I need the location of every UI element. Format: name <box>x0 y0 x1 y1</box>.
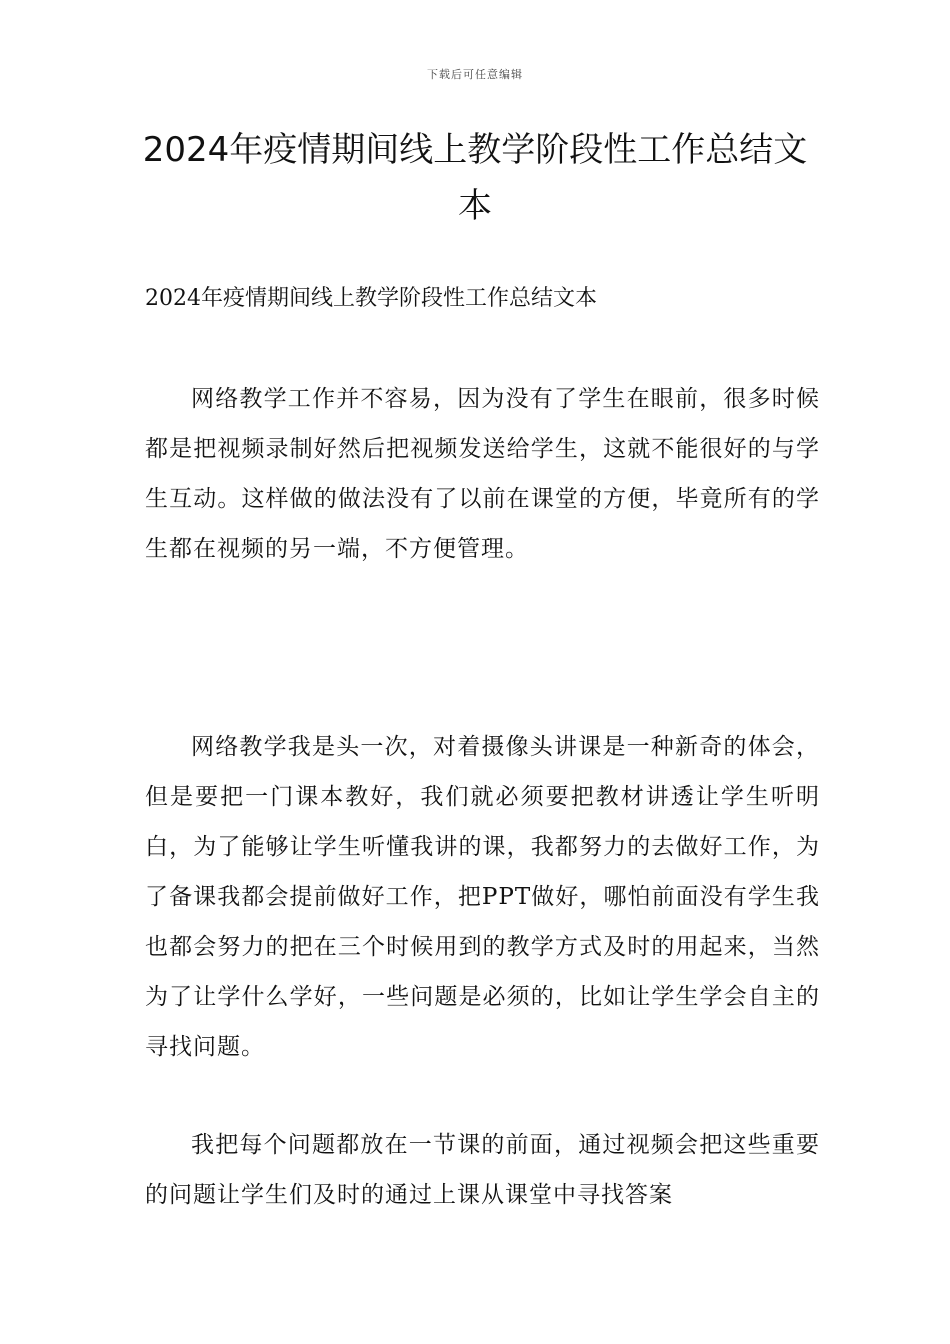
page-title: 2024年疫情期间线上教学阶段性工作总结文本 <box>142 130 808 226</box>
paragraph-3: 我把每个问题都放在一节课的前面，通过视频会把这些重要的问题让学生们及时的通过上课从课堂中寻找答案 <box>145 1132 820 1208</box>
paragraph-2: 网络教学我是头一次，对着摄像头讲课是一种新奇的体会，但是要把一门课本教好，我们就必须要把教材讲透让学生听明白，为了能够让学生听懂我讲的课，我都努力的去做好工作，为了备课我都会提前做好工作，把PPT做好，哪怕前面没有学生我也都会努力的把在三个时候用到的教学方式及时的用起来，当然为了让学什么学好，一些问题是必须的，比如让学生学会自主的寻找问题。 <box>145 734 820 1060</box>
document-subtitle: 2024年疫情期间线上教学阶段性工作总结文本 <box>145 286 597 311</box>
header-note: 下载后可任意编辑 <box>427 68 523 81</box>
paragraph-1: 网络教学工作并不容易，因为没有了学生在眼前，很多时候都是把视频录制好然后把视频发送给学生，这就不能很好的与学生互动。这样做的做法没有了以前在课堂的方便，毕竟所有的学生都在视频的另一端，不方便管理。 <box>145 386 820 562</box>
